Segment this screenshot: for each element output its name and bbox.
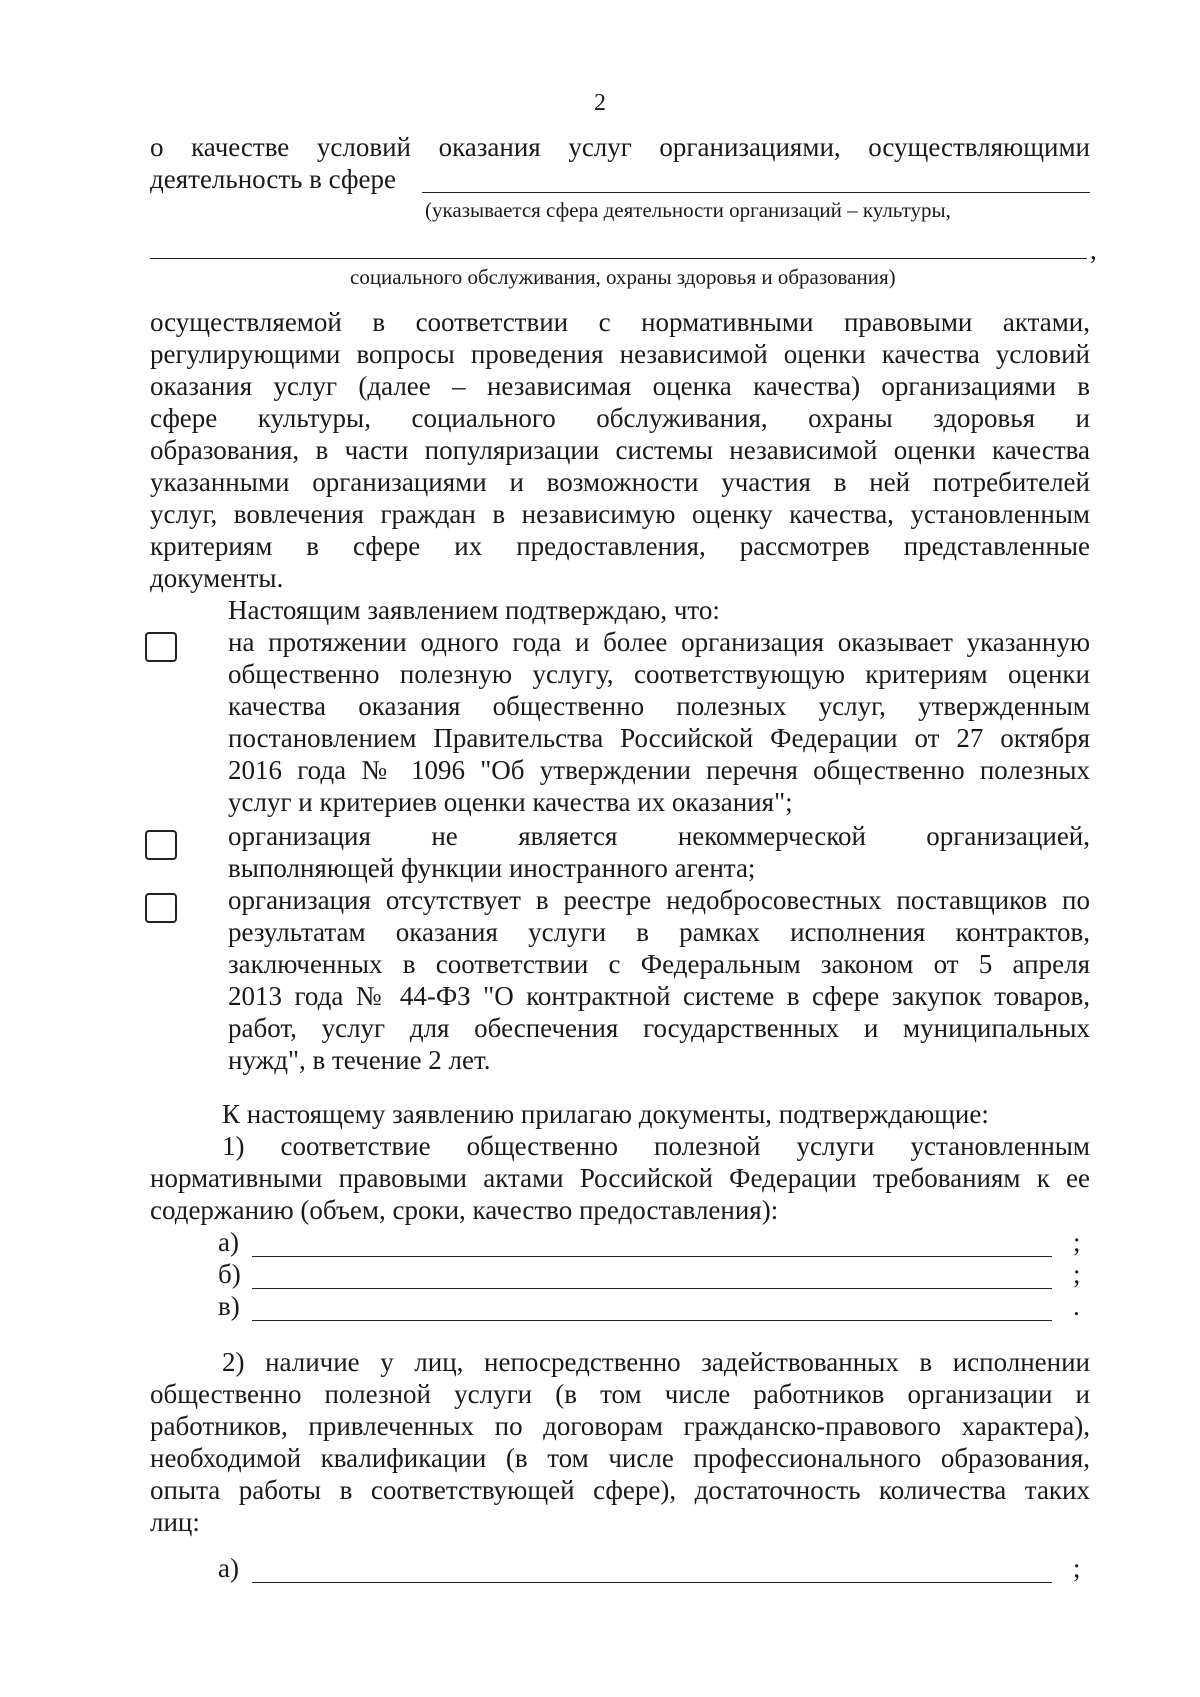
paragraph-line: образования, в части популяризации системы независимой оценки качества (150, 435, 1090, 465)
blank-end: ; (1073, 1259, 1081, 1289)
section2-line: общественно полезной услуги (в том числе работников организации и (150, 1379, 1090, 1409)
blank-label: в) (218, 1291, 240, 1321)
blank-end: ; (1073, 1553, 1081, 1583)
field-underline-sphere-2 (150, 258, 1087, 259)
checklist-text: 2016 года № 1096 "Об утверждении перечня общественно полезных (228, 755, 1090, 785)
checklist-text: нужд", в течение 2 лет. (228, 1045, 491, 1075)
checklist-text: работ, услуг для обеспечения государственных и муниципальных (228, 1013, 1090, 1043)
header-line-1: о качестве условий оказания услуг организациями, осуществляющими (150, 132, 1090, 162)
checklist-text: на протяжении одного года и более организация оказывает указанную (228, 627, 1090, 657)
section2-line: 2) наличие у лиц, непосредственно задействованных в исполнении (222, 1347, 1090, 1377)
blank-field-1a[interactable] (252, 1256, 1052, 1257)
blank-field-2a[interactable] (252, 1582, 1052, 1583)
header-line-2: деятельность в сфере (150, 164, 396, 194)
page-number: 2 (594, 90, 606, 116)
section1-line: 1) соответствие общественно полезной услуги установленным (222, 1131, 1090, 1161)
blank-label: а) (218, 1553, 239, 1583)
paragraph-line: оказания услуг (далее – независимая оценка качества) организациями в (150, 371, 1090, 401)
blank-label: а) (218, 1227, 239, 1257)
blank-label: б) (218, 1259, 241, 1289)
checkbox-service-duration[interactable] (145, 632, 177, 662)
section1-line: нормативными правовыми актами Российской Федерации требованиям к ее (150, 1163, 1090, 1193)
checklist-text: выполняющей функции иностранного агента; (228, 853, 756, 883)
checklist-text: услуг и критериев оценки качества их оказания"; (228, 787, 793, 817)
checkbox-not-in-registry[interactable] (145, 893, 177, 923)
checklist-text: организация отсутствует в реестре недобросовестных поставщиков по (228, 885, 1090, 915)
blank-end: ; (1073, 1227, 1081, 1257)
checklist-text: результатам оказания услуги в рамках исполнения контрактов, (228, 917, 1090, 947)
blank-field-1b[interactable] (252, 1288, 1052, 1289)
checklist-text: 2013 года № 44-ФЗ "О контрактной системе в сфере закупок товаров, (228, 981, 1090, 1011)
section2-line: лиц: (150, 1507, 200, 1537)
attach-intro: К настоящему заявлению прилагаю документы, подтверждающие: (222, 1099, 989, 1129)
paragraph-line: сфере культуры, социального обслуживания, охраны здоровья и (150, 403, 1090, 433)
section2-line: опыта работы в соответствующей сфере), достаточность количества таких (150, 1475, 1090, 1505)
paragraph-line: критериям в сфере их предоставления, рассмотрев представленные (150, 531, 1090, 561)
paragraph-line: услуг, вовлечения граждан в независимую оценку качества, установленным (150, 499, 1090, 529)
checklist-text: качества оказания общественно полезных услуг, утвержденным (228, 691, 1090, 721)
paragraph-line: документы. (150, 563, 284, 593)
section2-line: необходимой квалификации (в том числе профессионального образования, (150, 1443, 1090, 1473)
checklist-text: заключенных в соответствии с Федеральным законом от 5 апреля (228, 949, 1090, 979)
paragraph-line: указанными организациями и возможности участия в ней потребителей (150, 467, 1090, 497)
field-hint-1: (указывается сфера деятельности организаций – культуры, (425, 198, 951, 222)
field-hint-2: социального обслуживания, охраны здоровья и образования) (350, 265, 896, 289)
paragraph-line: регулирующими вопросы проведения независимой оценки качества условий (150, 339, 1090, 369)
checkbox-not-foreign-agent[interactable] (145, 830, 177, 860)
paragraph-line: осуществляемой в соответствии с нормативными правовыми актами, (150, 307, 1090, 337)
checklist-text: постановлением Правительства Российской Федерации от 27 октября (228, 723, 1090, 753)
section2-line: работников, привлеченных по договорам гражданско-правового характера), (150, 1411, 1090, 1441)
checklist-text: общественно полезную услугу, соответствующую критериям оценки (228, 659, 1090, 689)
field-underline-sphere (422, 192, 1090, 193)
blank-end: . (1073, 1291, 1080, 1321)
field-comma: , (1090, 235, 1097, 265)
blank-field-1c[interactable] (252, 1320, 1052, 1321)
checklist-text: организация не является некоммерческой организацией, (228, 821, 1090, 851)
confirm-intro: Настоящим заявлением подтверждаю, что: (228, 595, 720, 625)
section1-line: содержанию (объем, сроки, качество предоставления): (150, 1195, 779, 1225)
